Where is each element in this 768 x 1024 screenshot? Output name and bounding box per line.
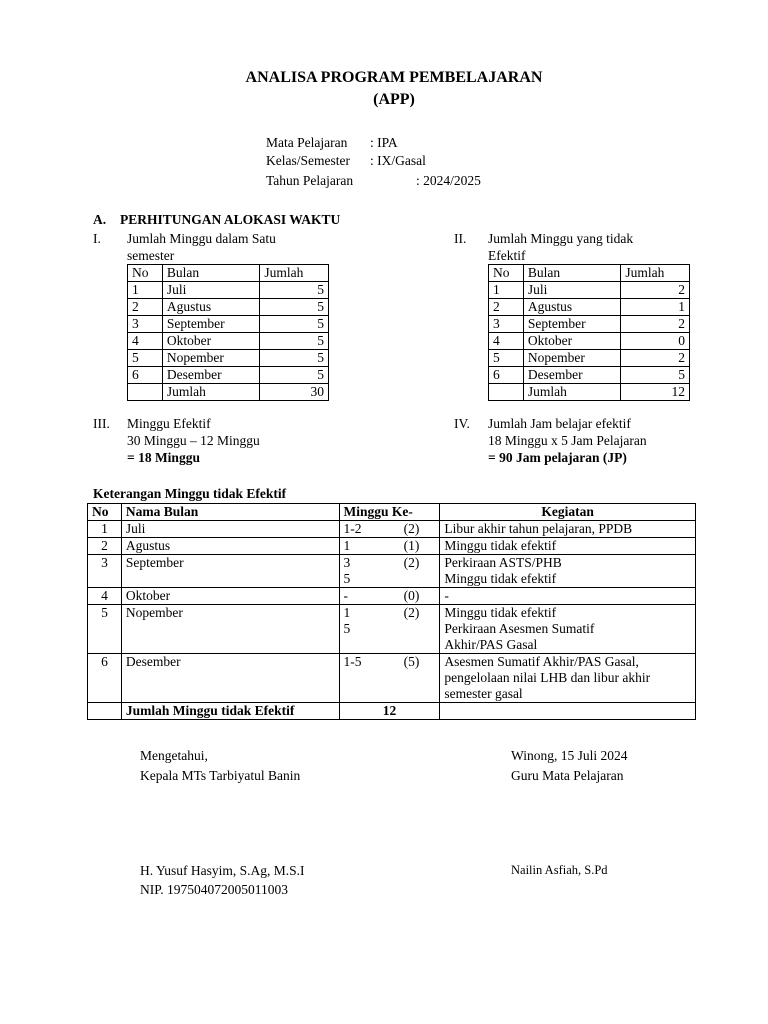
cell-bulan: Juli xyxy=(121,521,339,538)
part4-number: IV. xyxy=(454,416,470,431)
cell-bulan: Juli xyxy=(523,282,620,299)
section-a-heading: PERHITUNGAN ALOKASI WAKTU xyxy=(120,212,341,227)
cell-weeks: 5 xyxy=(343,621,351,636)
cell-no: 4 xyxy=(128,333,163,350)
cell-kegiatan xyxy=(440,555,696,588)
part1-title: Jumlah Minggu dalam Satu xyxy=(127,231,276,246)
header-kegiatan: Kegiatan xyxy=(440,504,696,521)
signature-right-role: Guru Mata Pelajaran xyxy=(511,768,624,783)
cell-no: 3 xyxy=(489,316,524,333)
cell-minggu xyxy=(339,588,440,605)
header-bulan: Bulan xyxy=(523,265,620,282)
cell-bulan: Nopember xyxy=(162,350,259,367)
cell-weeks: 1-5 xyxy=(343,654,362,669)
part2-number: II. xyxy=(454,231,467,246)
part3-title: Minggu Efektif xyxy=(127,416,211,431)
table-row xyxy=(88,521,696,538)
table-header-row xyxy=(88,504,696,521)
part4-formula: 18 Minggu x 5 Jam Pelajaran xyxy=(488,433,647,448)
cell-no: 2 xyxy=(88,538,122,555)
header-no: No xyxy=(128,265,163,282)
cell-bulan: Juli xyxy=(162,282,259,299)
cell-bulan: Agustus xyxy=(523,299,620,316)
table-row xyxy=(88,538,696,555)
part2-table xyxy=(488,264,690,401)
table-row xyxy=(128,282,329,299)
kegiatan-line: Libur akhir tahun pelajaran, PPDB xyxy=(444,521,633,536)
table-row xyxy=(128,350,329,367)
cell-jumlah: 2 xyxy=(621,282,690,299)
cell-count: (2) xyxy=(403,555,420,570)
table-row xyxy=(489,299,690,316)
table-row xyxy=(128,299,329,316)
cell-jumlah: 2 xyxy=(621,316,690,333)
header-no: No xyxy=(88,504,122,521)
table-row xyxy=(88,588,696,605)
kegiatan-line: Minggu tidak efektif xyxy=(444,605,557,620)
signature-right-name: Nailin Asfiah, S.Pd xyxy=(511,863,608,877)
cell-jumlah: 2 xyxy=(621,350,690,367)
cell-count: (2) xyxy=(403,605,420,620)
cell-no: 2 xyxy=(489,299,524,316)
table-row xyxy=(489,316,690,333)
year-label: Tahun Pelajaran xyxy=(266,173,354,188)
cell-bulan: Oktober xyxy=(121,588,339,605)
total-value: 12 xyxy=(621,384,690,401)
cell-bulan: Agustus xyxy=(121,538,339,555)
subject-value: : IPA xyxy=(370,135,398,150)
class-value: : IX/Gasal xyxy=(370,153,426,168)
signature-left-name: H. Yusuf Hasyim, S.Ag, M.S.I xyxy=(140,863,305,878)
total-label: Jumlah xyxy=(162,384,259,401)
cell-bulan: Nopember xyxy=(121,605,339,654)
kegiatan-line: Minggu tidak efektif xyxy=(444,571,557,586)
cell-bulan: September xyxy=(162,316,259,333)
signature-left-role: Kepala MTs Tarbiyatul Banin xyxy=(140,768,301,783)
cell-minggu xyxy=(339,555,440,588)
cell-count: (1) xyxy=(403,538,420,553)
cell-no: 3 xyxy=(88,555,122,588)
cell-jumlah: 1 xyxy=(621,299,690,316)
table-row xyxy=(128,333,329,350)
cell-no: 5 xyxy=(128,350,163,367)
cell-no: 1 xyxy=(88,521,122,538)
total-value: 30 xyxy=(260,384,329,401)
cell-bulan: September xyxy=(121,555,339,588)
kegiatan-line: Perkiraan ASTS/PHB xyxy=(444,555,562,570)
cell-kegiatan xyxy=(440,521,696,538)
cell-weeks: - xyxy=(343,588,349,603)
cell-no: 5 xyxy=(489,350,524,367)
part1-title-cont: semester xyxy=(127,248,175,263)
document-title: ANALISA PROGRAM PEMBELAJARAN xyxy=(245,69,543,86)
cell-no: 4 xyxy=(489,333,524,350)
cell-kegiatan xyxy=(440,588,696,605)
cell-weeks: 1 xyxy=(343,538,351,553)
table-row xyxy=(88,605,696,654)
cell-jumlah: 5 xyxy=(260,367,329,384)
table-row xyxy=(489,367,690,384)
table-header-row xyxy=(489,265,690,282)
part4-title: Jumlah Jam belajar efektif xyxy=(488,416,631,431)
header-minggu-ke: Minggu Ke- xyxy=(339,504,440,521)
cell-no: 6 xyxy=(88,654,122,703)
class-label: Kelas/Semester xyxy=(266,153,350,168)
table-total-row xyxy=(88,703,696,720)
part3-formula: 30 Minggu – 12 Minggu xyxy=(127,433,260,448)
cell-no: 1 xyxy=(128,282,163,299)
kegiatan-line: Perkiraan Asesmen Sumatif xyxy=(444,621,595,636)
cell-no: 6 xyxy=(489,367,524,384)
subject-label: Mata Pelajaran xyxy=(266,135,348,150)
part1-table xyxy=(127,264,329,401)
cell-count: (2) xyxy=(403,521,420,536)
keterangan-heading: Keterangan Minggu tidak Efektif xyxy=(93,486,287,501)
total-label: Jumlah xyxy=(523,384,620,401)
cell-minggu xyxy=(339,605,440,654)
table-row xyxy=(489,333,690,350)
part3-number: III. xyxy=(93,416,110,431)
document-subtitle: (APP) xyxy=(373,91,415,108)
cell-no: 2 xyxy=(128,299,163,316)
kegiatan-line: Akhir/PAS Gasal xyxy=(444,637,538,652)
cell-jumlah: 5 xyxy=(260,282,329,299)
part3-result: = 18 Minggu xyxy=(127,450,200,465)
cell-jumlah: 5 xyxy=(621,367,690,384)
table-row xyxy=(88,555,696,588)
cell-kegiatan xyxy=(440,605,696,654)
cell-kegiatan xyxy=(440,538,696,555)
cell-bulan: Desember xyxy=(121,654,339,703)
cell-minggu xyxy=(339,654,440,703)
table-header-row xyxy=(128,265,329,282)
table-total-row xyxy=(128,384,329,401)
signature-right-place-date: Winong, 15 Juli 2024 xyxy=(511,748,628,763)
cell-bulan: Agustus xyxy=(162,299,259,316)
signature-left-greeting: Mengetahui, xyxy=(140,748,208,763)
header-bulan: Bulan xyxy=(162,265,259,282)
table-total-row xyxy=(489,384,690,401)
table-row xyxy=(489,350,690,367)
cell-jumlah: 5 xyxy=(260,316,329,333)
keterangan-table xyxy=(87,503,696,720)
cell-bulan: Desember xyxy=(162,367,259,384)
cell-bulan: Nopember xyxy=(523,350,620,367)
table-row xyxy=(128,367,329,384)
table-row xyxy=(489,282,690,299)
header-jumlah: Jumlah xyxy=(260,265,329,282)
cell-count: (5) xyxy=(403,654,420,669)
cell-bulan: Oktober xyxy=(162,333,259,350)
total-value: 12 xyxy=(339,703,440,720)
header-jumlah: Jumlah xyxy=(621,265,690,282)
section-a-letter: A. xyxy=(93,212,107,227)
cell-weeks: 1 xyxy=(343,605,351,620)
cell-jumlah: 5 xyxy=(260,350,329,367)
kegiatan-line: Asesmen Sumatif Akhir/PAS Gasal, xyxy=(444,654,639,669)
cell-no: 4 xyxy=(88,588,122,605)
cell-no: 3 xyxy=(128,316,163,333)
year-value: : 2024/2025 xyxy=(416,173,481,188)
cell-bulan: Oktober xyxy=(523,333,620,350)
kegiatan-line: semester gasal xyxy=(444,686,523,701)
cell-no: 6 xyxy=(128,367,163,384)
kegiatan-line: pengelolaan nilai LHB dan libur akhir xyxy=(444,670,651,685)
part4-result: = 90 Jam pelajaran (JP) xyxy=(488,450,627,465)
cell-weeks: 3 xyxy=(343,555,351,570)
cell-bulan: September xyxy=(523,316,620,333)
part2-title: Jumlah Minggu yang tidak xyxy=(488,231,634,246)
kegiatan-line: - xyxy=(444,588,449,603)
header-nama-bulan: Nama Bulan xyxy=(121,504,339,521)
cell-bulan: Desember xyxy=(523,367,620,384)
part1-number: I. xyxy=(93,231,101,246)
cell-no: 1 xyxy=(489,282,524,299)
cell-no: 5 xyxy=(88,605,122,654)
cell-jumlah: 5 xyxy=(260,333,329,350)
cell-minggu xyxy=(339,538,440,555)
table-row xyxy=(128,316,329,333)
cell-kegiatan xyxy=(440,654,696,703)
cell-weeks: 5 xyxy=(343,571,351,586)
table-row xyxy=(88,654,696,703)
cell-count: (0) xyxy=(403,588,420,603)
signature-left-nip: NIP. 197504072005011003 xyxy=(140,882,289,897)
cell-weeks: 1-2 xyxy=(343,521,362,536)
total-label: Jumlah Minggu tidak Efektif xyxy=(121,703,339,720)
cell-minggu xyxy=(339,521,440,538)
cell-jumlah: 0 xyxy=(621,333,690,350)
header-no: No xyxy=(489,265,524,282)
cell-jumlah: 5 xyxy=(260,299,329,316)
kegiatan-line: Minggu tidak efektif xyxy=(444,538,557,553)
part2-title-cont: Efektif xyxy=(488,248,526,263)
